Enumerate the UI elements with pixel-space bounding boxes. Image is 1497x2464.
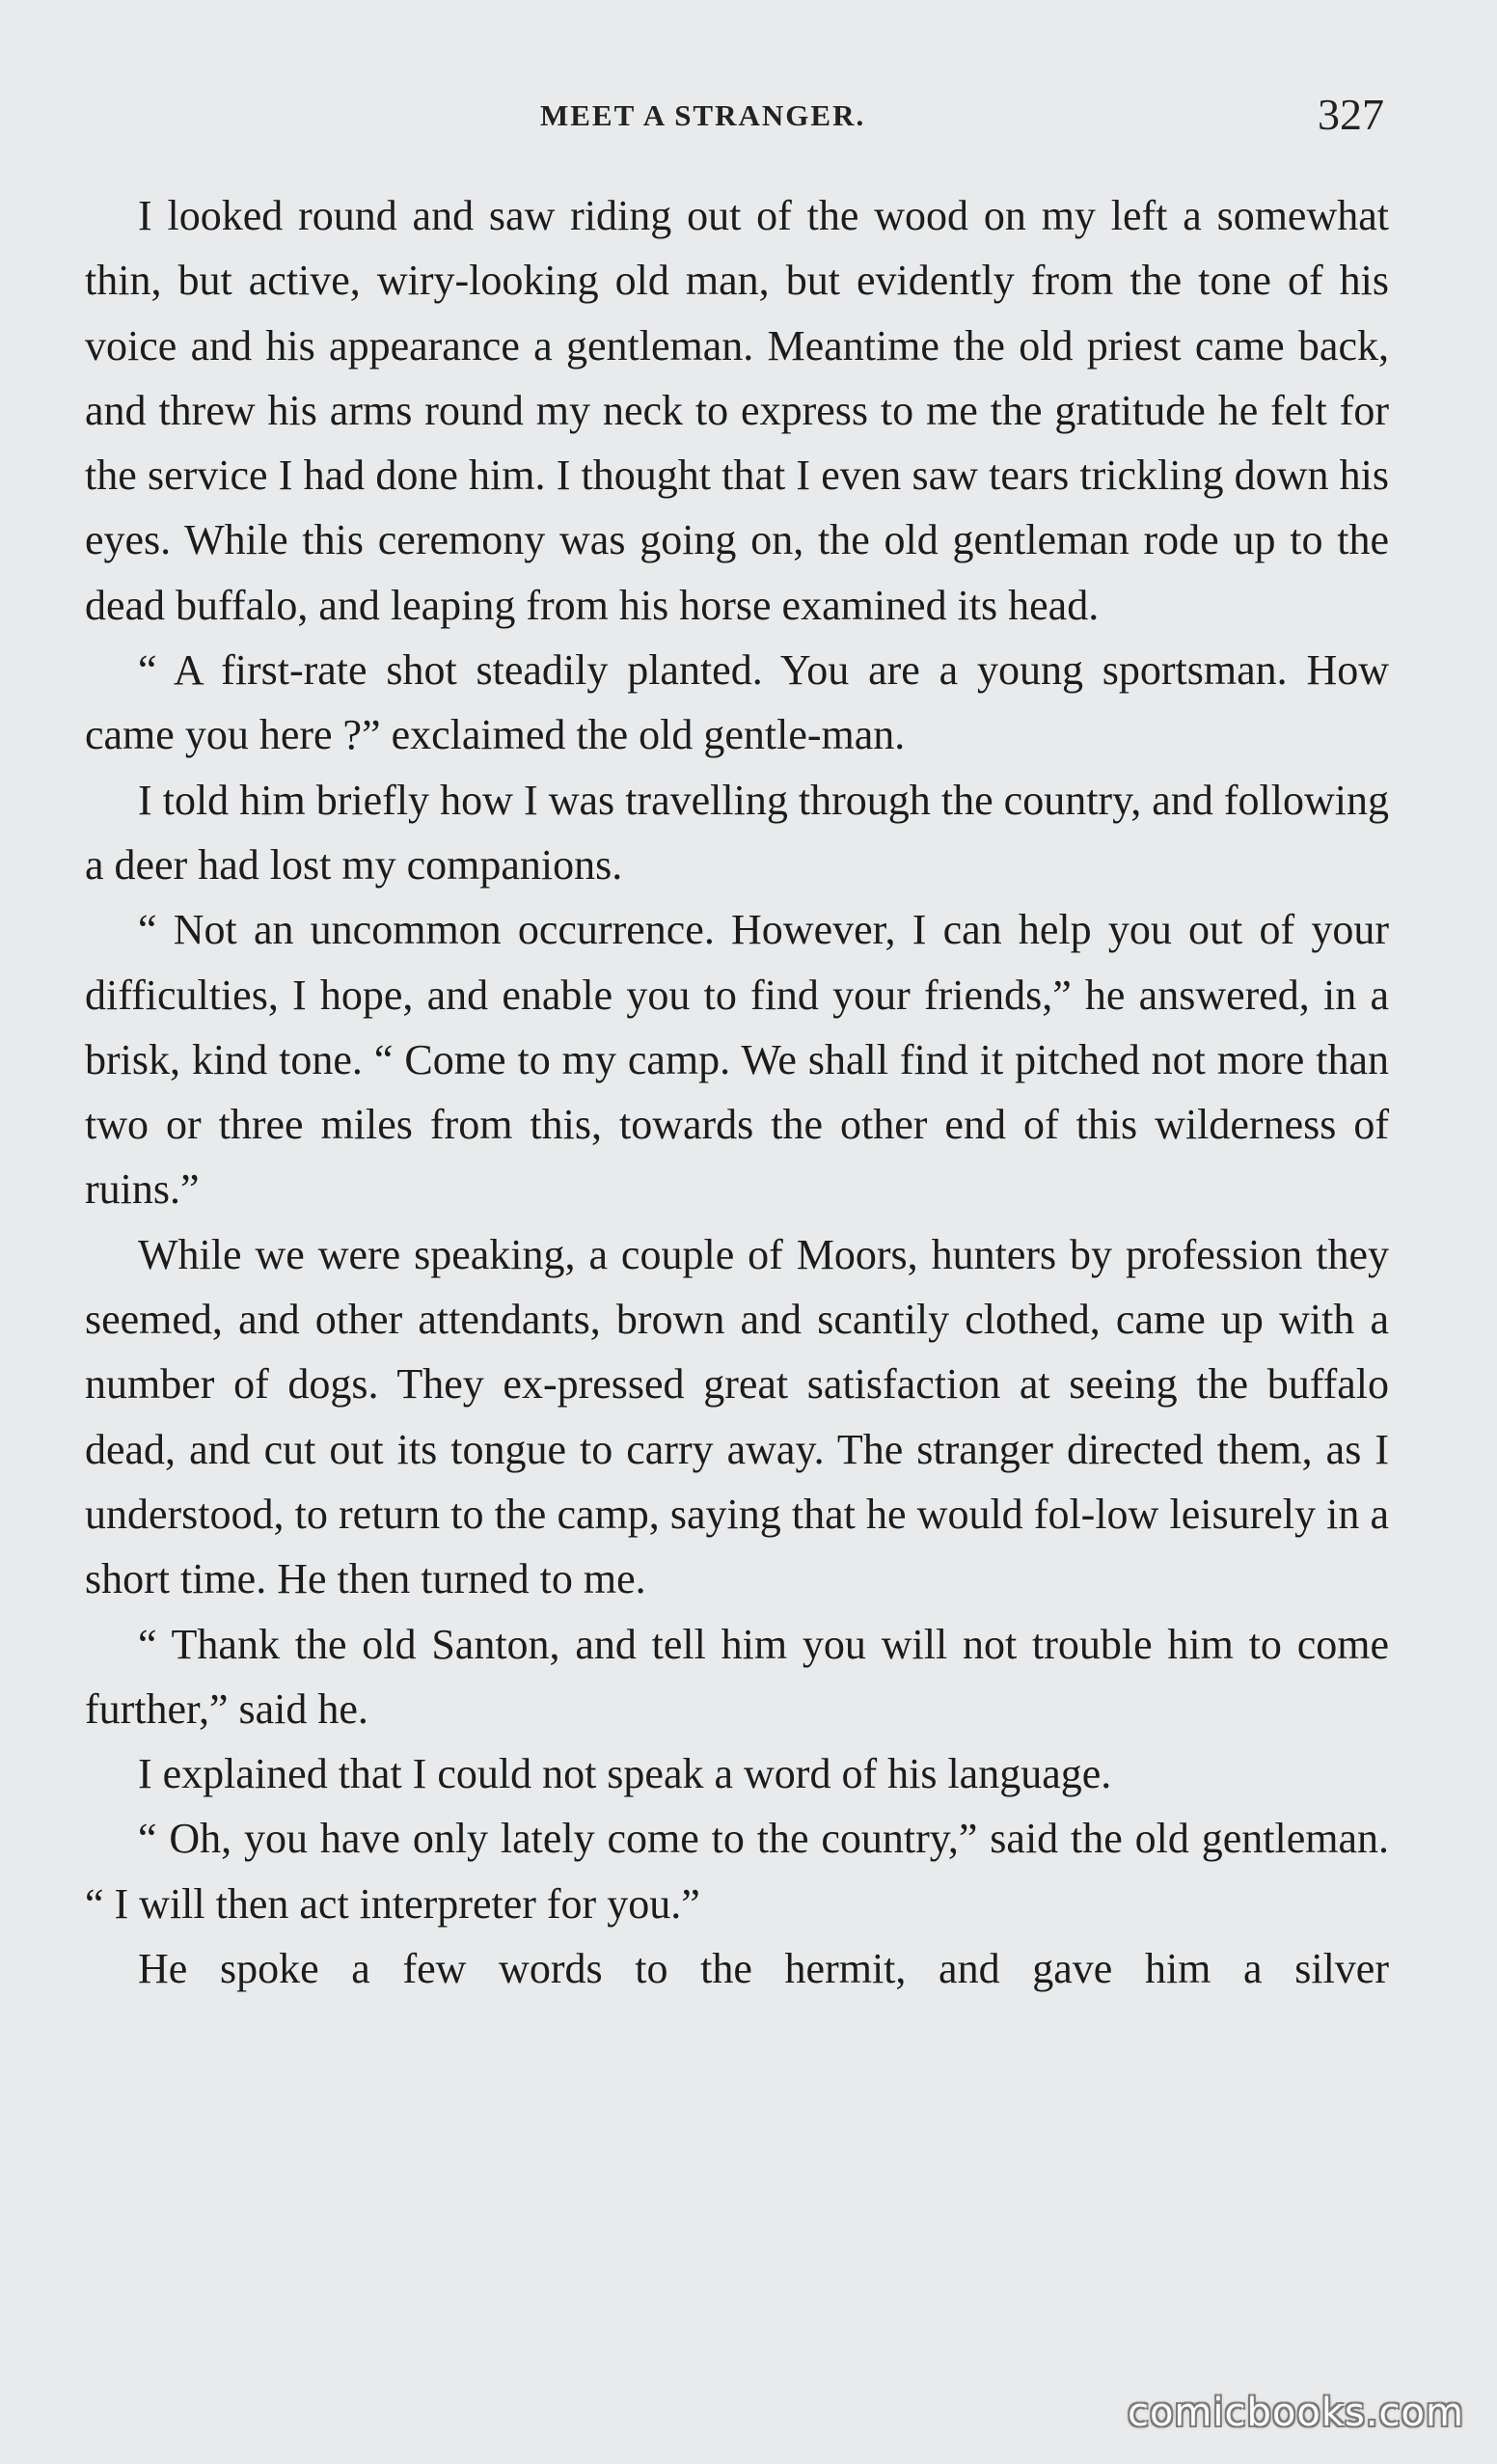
paragraph-6: “ Thank the old Santon, and tell him you will not trouble him to come further,” said he.	[85, 1620, 1389, 1733]
running-title: MEET A STRANGER.	[540, 98, 866, 132]
paragraph-3: I told him briefly how I was travelling through the country, and following a deer had lost my companions.	[85, 776, 1389, 889]
paragraph-5: While we were speaking, a couple of Moors, hunters by profession they seemed, and other attendants, brown and scantily clothed, came up with a number of dogs. They ex-pressed great satisfaction at seeing the buffalo dead, and cut out its tongue to carry away. The stranger directed them, as I understood, to return to the camp, saying that he would fol-low leisurely in a short time. He then turned to me.	[85, 1230, 1389, 1603]
paragraph-1: I looked round and saw riding out of the wood on my left a somewhat thin, but active, wiry-looking old man, but evidently from the tone of his voice and his appearance a gentleman. Meantime the old priest came back, and threw his arms round my neck to express to me the gratitude he felt for the service I had done him. I thought that I even saw tears trickling down his eyes. While this ceremony was going on, the old gentleman rode up to the dead buffalo, and leaping from his horse examined its head.	[85, 192, 1389, 629]
running-header	[0, 89, 1497, 147]
page-number: 327	[1318, 90, 1384, 139]
body-text	[85, 183, 1389, 2001]
watermark: comicbooks.com	[1127, 2391, 1464, 2435]
paragraph-7: I explained that I could not speak a word of his language.	[138, 1750, 1112, 1798]
paragraph-2: “ A first-rate shot steadily planted. You are a young sportsman. How came you here ?” exclaimed the old gentle-man.	[85, 646, 1389, 759]
paragraph-4: “ Not an uncommon occurrence. However, I can help you out of your difficulties, I hope, and enable you to find your friends,” he answered, in a brisk, kind tone. “ Come to my camp. We shall find it pitched not more than two or three miles from this, towards the other end of this wilderness of ruins.”	[85, 906, 1389, 1214]
paragraph-9: He spoke a few words to the hermit, and gave him a silver	[138, 1945, 1389, 1993]
paragraph-8: “ Oh, you have only lately come to the country,” said the old gentleman. “ I will then act interpreter for you.”	[85, 1815, 1389, 1928]
